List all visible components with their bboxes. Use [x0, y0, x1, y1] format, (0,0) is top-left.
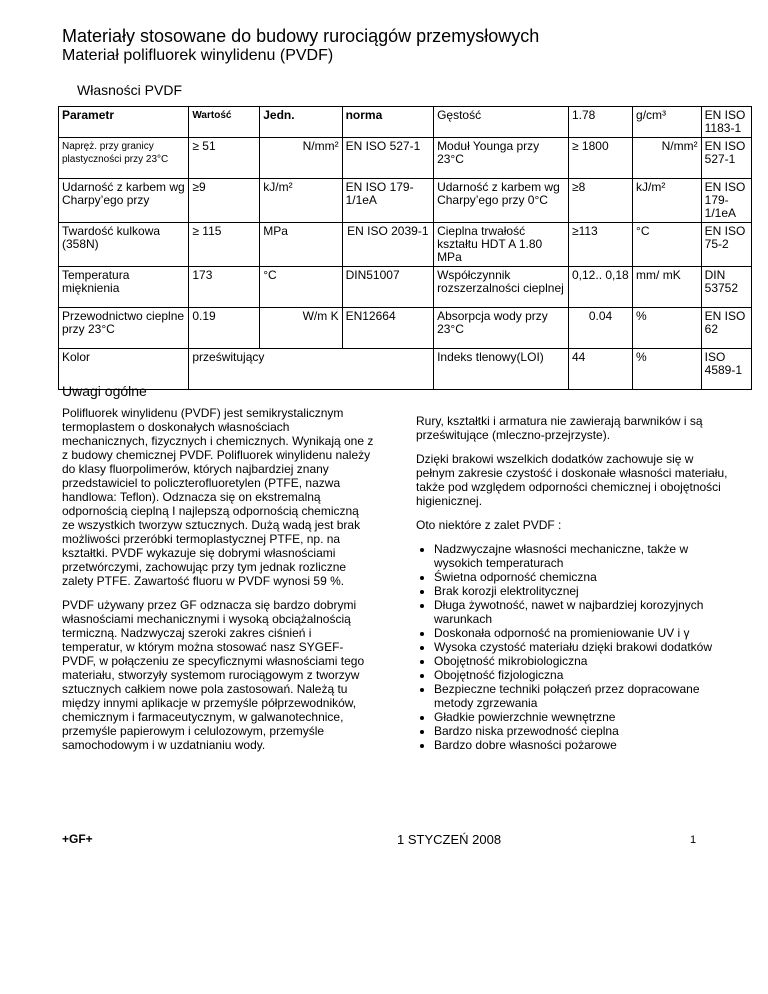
section-heading: Własności PVDF [77, 82, 183, 98]
page-number: 1 [690, 834, 697, 846]
header-norma: norma [342, 107, 433, 138]
cell-unit1: N/mm² [260, 138, 342, 179]
cell-norm2: EN ISO 527-1 [701, 138, 751, 179]
table-header-row [59, 107, 752, 138]
list-item: • Gładkie powierzchnie wewnętrzne [434, 710, 728, 724]
notes-right-column [416, 414, 728, 752]
cell-norm1: EN12664 [342, 308, 433, 349]
gf-logo: +GF+ [62, 832, 93, 846]
list-item: • Nadzwyczajne własności mechaniczne, także w wysokich temperaturach [434, 542, 728, 570]
cell-param1: Udarność z karbem wg Charpy’ego przy [59, 179, 189, 223]
list-item: • Bardzo niska przewodność cieplna [434, 724, 728, 738]
advantages-list [416, 542, 728, 752]
cell-norm2: DIN 53752 [701, 267, 751, 308]
cell-unit2: kJ/m² [633, 179, 702, 223]
cell-value2: 44 [569, 349, 633, 390]
cell-norm1: EN ISO 2039-1 [342, 223, 433, 267]
table-row [59, 138, 752, 179]
notes-paragraph: Oto niektóre z zalet PVDF : [416, 518, 562, 532]
cell-norm1: EN ISO 179-1/1eA [342, 179, 433, 223]
cell-param2: Udarność z karbem wg Charpy’ego przy 0°C [434, 179, 569, 223]
notes-paragraph: Polifluorek winylidenu (PVDF) jest semikrystalicznym termoplastem o doskonałych własnościach mechanicznych, fizycznych i chemicznych. Wynikają one z z budowy chemicznej PVDF. Polifluorek winylidenu należy do klasy fluorpolimerów, których najbardziej znany przedstawiciel to policzterofluoretylen (PTFE, nazwa handlowa: Teflon). Odznacza się on ekstremalną odpornością cieplną I najlepszą odpornością chemiczną ze wszystkich tworzyw sztucznych. Dużą wadą jest brak możliwości przeróbki termoplastycznej PTFE, np. na kształtki. PVDF wykazuje się dobrymi własnościami przetwórczymi, zachowując przy tym jednak rozliczne zalety PTFE. Zawartość fluoru w PVDF wynosi 59 %. [62, 406, 374, 588]
notes-heading: Uwagi ogólne [62, 383, 147, 399]
list-item: • Wysoka czystość materiału dzięki brakowi dodatków [434, 640, 728, 654]
cell-value2: 1.78 [569, 107, 633, 138]
cell-unit1: °C [260, 267, 342, 308]
cell-value1: ≥ 115 [189, 223, 260, 267]
list-item: • Obojętność fizjologiczna [434, 668, 728, 682]
cell-norm2: EN ISO 62 [701, 308, 751, 349]
cell-unit1: MPa [260, 223, 342, 267]
notes-left-column [62, 406, 374, 762]
cell-param2: Cieplna trwałość kształtu HDT A 1.80 MPa [434, 223, 569, 267]
cell-value1: 173 [189, 267, 260, 308]
cell-value1: prześwitujący [189, 349, 434, 390]
cell-param1: Temperatura mięknienia [59, 267, 189, 308]
cell-value2: ≥113 [569, 223, 633, 267]
list-item: • Długa żywotność, nawet w najbardziej korozyjnych warunkach [434, 598, 728, 626]
header-parametr: Parametr [59, 107, 189, 138]
cell-unit2: mm/ mK [633, 267, 702, 308]
list-item: • Bezpieczne techniki połączeń przez dopracowane metody zgrzewania [434, 682, 728, 710]
list-item: • Obojętność mikrobiologiczna [434, 654, 728, 668]
cell-param1: Twardość kulkowa (358N) [59, 223, 189, 267]
cell-unit2: g/cm³ [633, 107, 702, 138]
cell-norm1: EN ISO 527-1 [342, 138, 433, 179]
properties-table [58, 106, 752, 390]
cell-value2: 0,12.. 0,18 [569, 267, 633, 308]
list-item: • Doskonała odporność na promieniowanie UV i γ [434, 626, 728, 640]
document-subtitle: Materiał polifluorek winylidenu (PVDF) [62, 47, 334, 64]
footer-date: 1 STYCZEŃ 2008 [397, 832, 502, 847]
notes-paragraph: Rury, kształtki i armatura nie zawierają barwników i są prześwitujące (mleczno-przejrzyste). [416, 414, 703, 442]
cell-unit2: % [633, 349, 702, 390]
cell-param1: Kolor [59, 349, 189, 390]
notes-paragraph: PVDF używany przez GF odznacza się bardzo dobrymi własnościami mechanicznymi i wysoką obciążalnością termiczną. Nadzwyczaj szeroki zakres ciśnień i temperatur, w którym można stosować nasz SYGEF-PVDF, w połączeniu ze specyficznymi własnościami tego materiału, stworzyły systemom rurociągowym z tworzyw sztucznych całkiem nowe pola zastosowań. Należą tu między innymi aplikacje w przemyśle półprzewodników, chemicznym i farmaceutycznym, w galwanotechnice, przemyśle papierowym i celulozowym, przemyśle samochodowym i w uzdatnianiu wody. [62, 598, 365, 752]
table-row [59, 308, 752, 349]
header-wartosc: Wartość [189, 107, 260, 138]
document-title: Materiały stosowane do budowy rurociągów przemysłowych [62, 26, 540, 46]
list-item: • Brak korozji elektrolitycznej [434, 584, 728, 598]
cell-value1: ≥9 [189, 179, 260, 223]
table-row [59, 267, 752, 308]
cell-param2: Indeks tlenowy(LOI) [434, 349, 569, 390]
cell-unit1: kJ/m² [260, 179, 342, 223]
cell-unit2: N/mm² [633, 138, 702, 179]
cell-norm2: EN ISO 75-2 [701, 223, 751, 267]
cell-value1: ≥ 51 [189, 138, 260, 179]
cell-param2: Absorpcja wody przy 23°C [434, 308, 569, 349]
cell-param1: Przewodnictwo cieplne przy 23°C [59, 308, 189, 349]
cell-unit2: °C [633, 223, 702, 267]
cell-norm2: EN ISO 179-1/1eA [701, 179, 751, 223]
notes-paragraph: Dzięki brakowi wszelkich dodatków zachowuje się w pełnym zakresie czystość i doskonałe własności materiału, także pod względem odporności chemicznej i obojętności higienicznej. [416, 452, 728, 508]
list-item: • Bardzo dobre własności pożarowe [434, 738, 728, 752]
table-row [59, 349, 752, 390]
cell-param2: Moduł Younga przy 23°C [434, 138, 569, 179]
list-item: • Świetna odporność chemiczna [434, 570, 728, 584]
cell-param1: Napręż. przy granicy plastyczności przy 23°C [59, 138, 189, 179]
cell-norm2: EN ISO 1183-1 [701, 107, 751, 138]
cell-value2: ≥ 1800 [569, 138, 633, 179]
cell-param2: Gęstość [434, 107, 569, 138]
cell-norm2: ISO 4589-1 [701, 349, 751, 390]
table-row [59, 223, 752, 267]
cell-param2: Współczynnik rozszerzalności cieplnej [434, 267, 569, 308]
cell-value2: ≥8 [569, 179, 633, 223]
cell-value2: 0.04 [569, 308, 633, 349]
cell-norm1: DIN51007 [342, 267, 433, 308]
table-row [59, 179, 752, 223]
cell-unit2: % [633, 308, 702, 349]
cell-unit1: W/m K [260, 308, 342, 349]
cell-value1: 0.19 [189, 308, 260, 349]
header-jedn: Jedn. [260, 107, 342, 138]
